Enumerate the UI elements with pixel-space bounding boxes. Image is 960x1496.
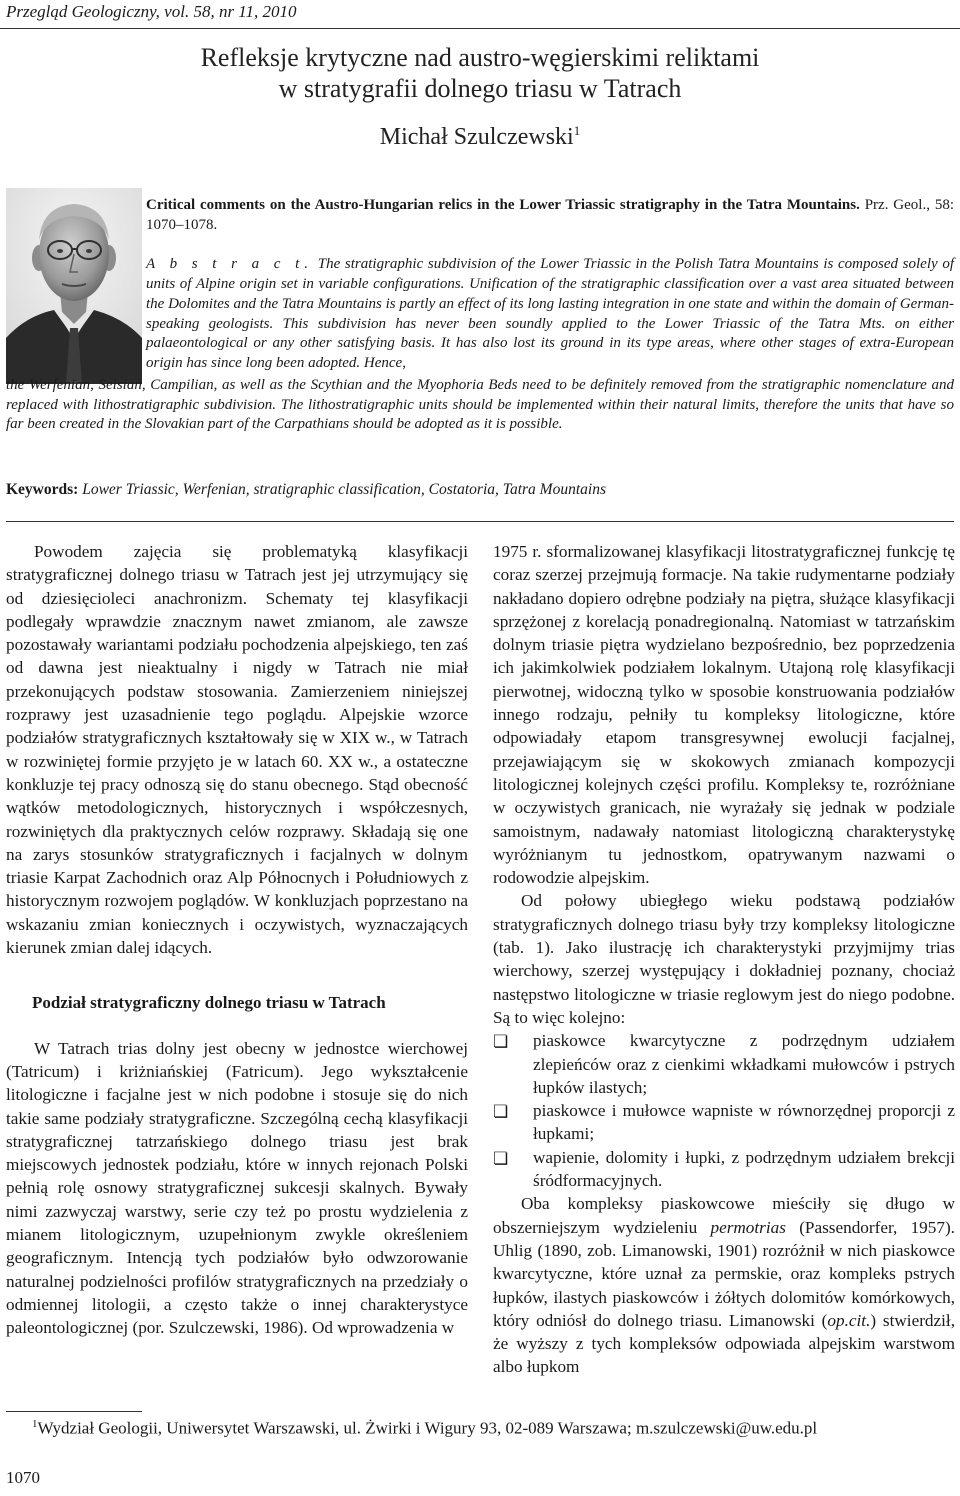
right-paragraph-2: Od połowy ubiegłego wieku podstawą podziałów stratygraficznych dolnego triasu były trzy kompleksy litologiczne (tab. 1). Jako ilustrację ich charakterystyki przyjmijmy trias wierchowy, szerzej występujący i dokładniej poznany, chociaż następstwo litologiczne w triasie reglowym jest do niego podobne. Są to więc kolejno: [493,891,955,1027]
abstract-spacer [146,235,954,255]
footnote-mark: 1 [32,1418,38,1430]
english-title: Critical comments on the Austro-Hungarian relics in the Lower Triassic stratigraphy in the Tatra Mountains. [146,197,860,213]
section-heading: Podział stratygraficzny dolnego triasu w Tatrach [32,993,386,1013]
left-column [6,540,468,1340]
page-number: 1070 [6,1468,40,1487]
journal-header: Przegląd Geologiczny, vol. 58, nr 11, 2010 [6,2,297,21]
list-item [493,1099,955,1146]
checkbox-bullet-icon: ❏ [493,1102,509,1122]
abstract-text: The stratigraphic subdivision of the Lower Triassic in the Polish Tatra Mountains is composed solely of units of Alpine origin set in variable configurations. Unification of the stratigraphic classification over a vast area situated between the Dolomites and the Tatra Mountains is partly an effect of its long lasting integration in one state and within the domain of German-speaking geologists. This subdivision has never been soundly applied to the Lower Triassic of the Tatra Mts. on either palaeontological or any other satisfying basis. It has also lost its ground in its type areas, where other stages of extra-European origin has since long been adopted. Hence, [146,256,955,371]
author [0,123,960,151]
checkbox-bullet-icon: ❏ [493,1032,509,1052]
left-paragraph-1: Powodem zajęcia się problematyką klasyfikacji stratygraficznej dolnego triasu w Tatrach jest jej utrzymujący się od dziesięcioleci anachronizm. Schematy tej klasyfikacji podlegały wprawdzie znacznym nawet zmianom, ale zawsze pozostawały wariantami podziału pochodzenia alpejskiego, ten zaś od dawna jest nieaktualny i nigdy w Tatrach nie miał przekonujących podstaw stosowania. Zamierzeniem niniejszej rozprawy jest uzasadnienie tego poglądu. Alpejskie wzorce podziałów stratygraficznych kształtowały się w XIX w., w Tatrach w rozwiniętej formie przyjęto je w latach 60. XX w., a ostateczne konkluzje tej pracy odnoszą się do stanu obecnego. Stąd obecność wątków metodologicznych, historycznych i współczesnych, rozwiniętych dla praktycznych celów rozprawy. Składają się one na zarys stosunków stratygraficznych i facjalnych w dolnym triasie Karpat Zachodnich oraz Alp Północnych i Południowych z historycznym rozwojem poglądów. W konkluzjach poprzestano na wskazaniu zmian koniecznych i oczywistych, wyznaczających kierunek zmian dalej idących. [6,542,468,958]
author-portrait-photo [6,188,142,384]
right-column [493,540,955,1379]
english-title-paragraph [146,196,954,235]
header-rule [0,28,960,29]
abstract-paragraph-fullwidth: the Werfenian, Seisian, Campilian, as well as the Scythian and the Myophoria Beds need to be definitely removed from the stratigraphic nomenclature and replaced with lithostratigraphic subdivision. The lithostratigraphic units should be implemented within their natural limits, therefore the units that have so far been created in the Slovakian part of the Carpathians should be adopted as it is possible. [6,377,954,433]
list-item-text: piaskowce kwarcytyczne z podrzędnym udziałem zlepieńców oraz z cienkimi wkładkami mułowców i pstrych łupków ilastych; [533,1031,955,1097]
title-line-2: w stratygrafii dolnego triasu w Tatrach [278,74,682,103]
footnote-text: Wydział Geologii, Uniwersytet Warszawski, ul. Żwirki i Wigury 93, 02-089 Warszawa; m.szulczewski@uw.edu.pl [37,1418,818,1438]
right-p3-part-c: ) stwierdził, że wyższy z tych kompleksów odpowiada alpejskim warstwom albo łupkom [493,1310,955,1377]
right-p3-part-a: Oba kompleksy piaskowcowe mieściły się długo w obszerniejszym wydzieleniu [493,1194,955,1237]
lithology-list [493,1029,955,1192]
list-item-text: wapienie, dolomity i łupki, z podrzędnym udziałem brekcji śródformacyjnych. [533,1147,955,1191]
article-title [0,42,960,104]
english-abstract [146,196,954,374]
left-paragraph-2: W Tatrach trias dolny jest obecny w jednostce wierchowej (Tatricum) i kriżniańskiej (Fatricum). Jego wykształcenie litologiczne i facjalne jest w nich podobne i stosuje się do nich takie same podziały stratygraficzne. Szczególną cechą klasyfikacji stratygraficznej tatrzańskiego dolnego triasu jest brak miejscowych jednostek podziału, które w innych rejonach Polski pełnią rolę osnowy stratygraficznej sukcesji skalnych. Bywały nimi zazwyczaj warstwy, serie czy też po prostu wydzielenia z mianem litologicznym, uzupełnionym zwykle określeniem geograficznym. Intencją tych podziałów było odwzorowanie naturalnej podzielności profilów stratygraficznych na przedziały o odmiennej litologii, a często także o innej charakterystyce paleontologicznej (por. Szulczewski, 1986). Od wprowadzenia w [6,1038,468,1338]
abstract-paragraph-wrapped [146,255,954,373]
section-rule [6,521,954,522]
right-paragraph-1: 1975 r. sformalizowanej klasyfikacji litostratygraficznej funkcję tę coraz szerzej przejmują formacje. Na takie rudymentarne podziały nakładano dopiero odrębne podziały na piętra, służące klasyfikacji sprzężonej z korelacją ponadregionalną. Natomiast w tatrzańskim dolnym triasie piętra wydzielano bezpośrednio, bez poprzedzenia ich jakimkolwiek podziałem lokalnym. Utajoną rolę klasyfikacji pierwotnej, widoczną tylko w sposobie konstruowania podziałów innego rodzaju, pełniły tu kompleksy litologiczne, które odpowiadały etapom transgresywnej ewolucji facjalnej, przejawiającym się w skokowych zmianach kompozycji litologicznej kolejnych części profilu. Kompleksy te, rozróżniane w oczywistych granicach, nie wyrażały się jednak w podziale samoistnym, nadawały natomiast litologiczną charakterystykę wyróżnianym tu jednostkom, opatrywanym nazwami o rodowodzie alpejskim. [493,542,955,888]
abstract-label: A b s t r a c t. [146,256,314,273]
list-item [493,1029,955,1099]
title-line-1: Refleksje krytyczne nad austro-węgierskimi reliktami [200,43,760,72]
list-item-text: piaskowce i mułowce wapniste w równorzędnej proporcji z łupkami; [533,1101,955,1144]
right-paragraph-3 [493,1192,955,1378]
portrait-image [6,188,142,384]
footnote [32,1418,817,1439]
author-footnote-mark: 1 [573,123,581,138]
author-name: Michał Szulczewski [379,124,574,150]
footnote-rule [6,1411,142,1412]
keywords-label: Keywords: [6,481,79,498]
checkbox-bullet-icon: ❏ [493,1148,509,1168]
keywords [6,481,606,499]
right-p3-italic-opcit: op.cit. [827,1310,871,1330]
list-item [493,1146,955,1193]
keywords-text: Lower Triassic, Werfenian, stratigraphic classification, Costatoria, Tatra Mountains [78,481,606,498]
right-p3-italic-term: permotrias [710,1217,786,1237]
english-citation: Prz. Geol., 58: 1070–1078. [146,197,954,233]
right-p3-part-b: (Passendorfer, 1957). Uhlig (1890, zob. Limanowski, 1901) rozróżnił w nich piaskowce kwarcytyczne, które uznał za permskie, oraz kompleks pstrych łupków, ilastych piaskowców i żółtych dolomitów komórkowych, który odniósł do dolnego triasu. Limanowski ( [493,1217,955,1330]
